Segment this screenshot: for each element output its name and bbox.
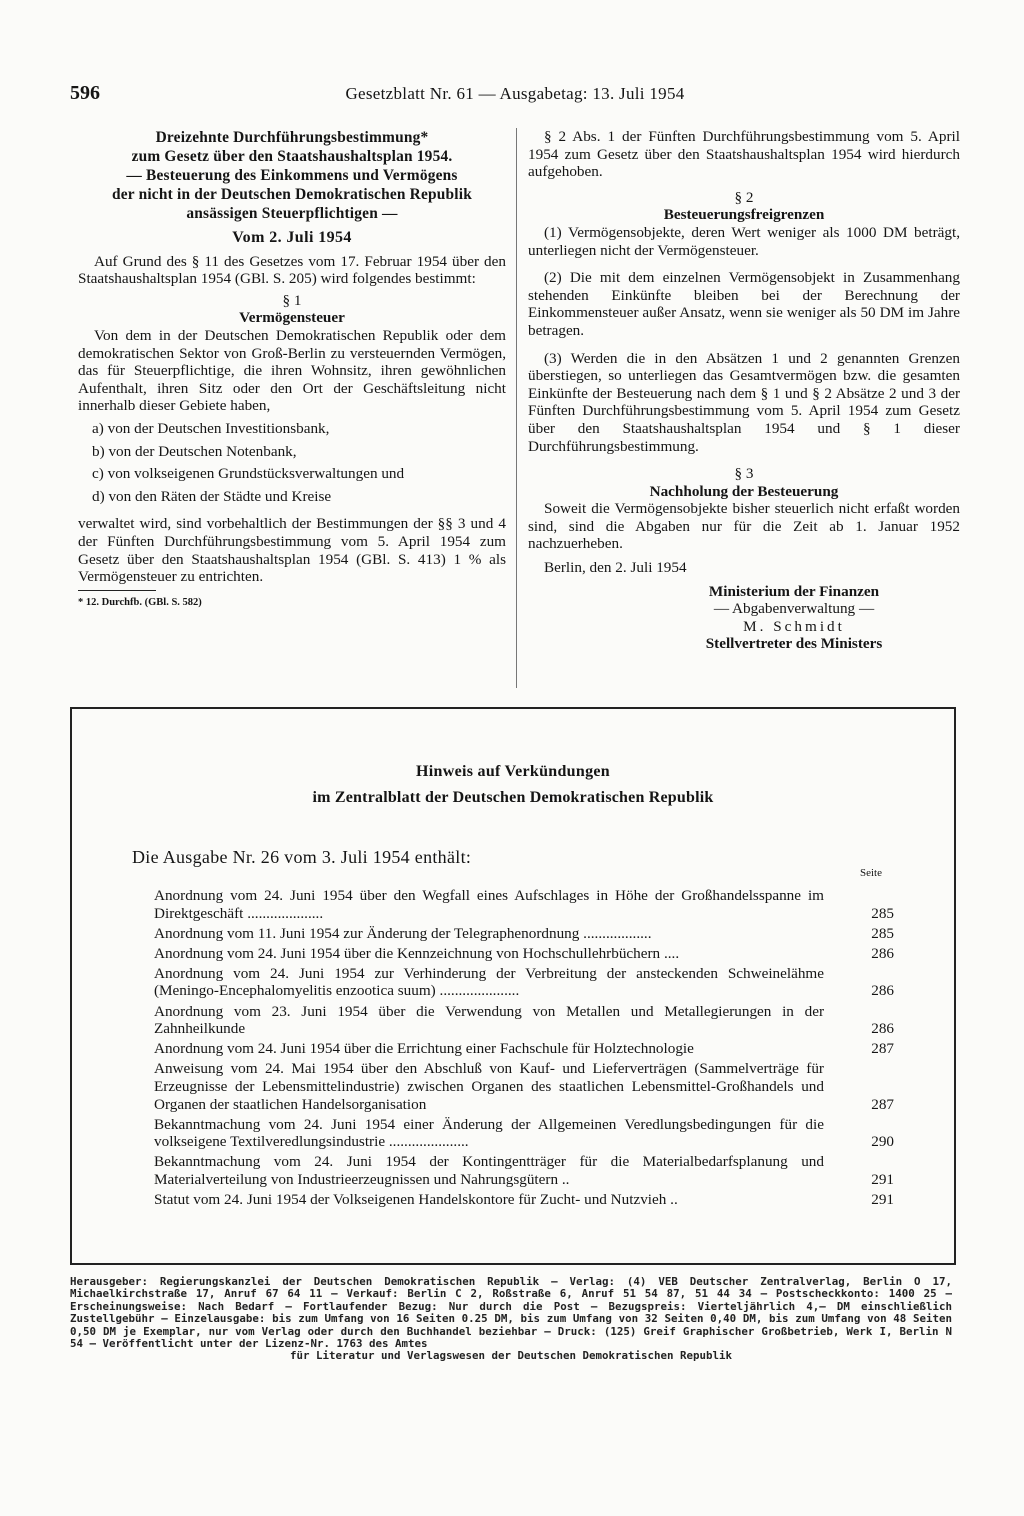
section-title: Besteuerungsfreigrenzen	[663, 206, 825, 224]
page-header-title: Gesetzblatt Nr. 61 — Ausgabetag: 13. Juli 1954	[345, 84, 685, 103]
paragraph: (1) Vermögensobjekte, deren Wert weniger als 1000 DM beträgt, unterliegen nicht der Vermögensteuer.	[528, 223, 960, 259]
intro-paragraph: § 2 Abs. 1 der Fünften Durchführungsbestimmung vom 5. April 1954 zum Gesetz über den Staatshaushaltsplan 1954 wird hierdurch aufgehoben.	[528, 128, 960, 181]
list-item-text: Anweisung vom 24. Mai 1954 über den Abschluß von Kauf- und Lieferverträgen (Sammelverträge für Erzeugnisse der Lebensmittelindustrie) zwischen Organen des staatlichen Lebensmittel-Großhandels und Organen der staatlichen Handelsorganisation	[154, 1060, 824, 1113]
heading-line: ansässigen Steuerpflichtigen —	[186, 205, 398, 222]
heading-line: der nicht in der Deutschen Demokratischen Republik	[111, 186, 473, 203]
list-item-text: Anordnung vom 24. Juni 1954 zur Verhinderung der Verbreitung der ansteckenden Schweinelähme (Meningo-Encephalomyelitis enzootica suum) .....................	[154, 964, 824, 1000]
heading-line: zum Gesetz über den Staatshaushaltsplan 1954.	[131, 148, 453, 165]
notice-box	[70, 707, 956, 1265]
signature-ministry: Ministerium der Finanzen	[708, 582, 880, 600]
page-header	[70, 82, 960, 106]
list-item	[154, 1040, 894, 1058]
list-item-text: Bekanntmachung vom 24. Juni 1954 einer Änderung der Allgemeinen Veredlungsbedingungen für die volkseigene Textilveredlungsindustrie .....................	[154, 1115, 824, 1151]
section-title: Vermögensteuer	[239, 309, 345, 327]
list-item	[154, 965, 894, 1000]
list-item-text: Anordnung vom 23. Juni 1954 über die Verwendung von Metallen und Metallegierungen in der Zahnheilkunde	[154, 1002, 824, 1038]
list-item-text: Anordnung vom 24. Juni 1954 über den Wegfall eines Aufschlages in Höhe der Großhandelsspanne im Direktgeschäft ....................	[154, 887, 824, 922]
section-text: Von dem in der Deutschen Demokratischen Republik oder dem demokratischen Sektor von Groß-Berlin zu versteuernden Vermögen, das für Steuerpflichtige, die ihren Wohnsitz, ihren gewöhnlichen Aufenthalt, ihren Sitz oder den Ort der Geschäftsleitung nicht innerhalb dieser Gebiete haben,	[78, 326, 506, 415]
section-title: Nachholung der Besteuerung	[649, 482, 839, 500]
enum-item: d) von den Räten der Städte und Kreise	[92, 487, 332, 505]
list-item	[154, 1153, 894, 1188]
section-number: § 2	[734, 188, 754, 206]
signature-role: Stellvertreter des Ministers	[705, 635, 883, 653]
preamble: Auf Grund des § 11 des Gesetzes vom 17. Februar 1954 über den Staatshaushaltsplan 1954 (GBl. S. 205) wird folgendes bestimmt:	[78, 252, 506, 288]
list-item-page: 291	[871, 1191, 894, 1208]
paragraph: (2) Die mit dem einzelnen Vermögensobjekt in Zusammenhang stehenden Einkünfte bleiben bei der Berechnung der Einkommensteuer außer Ansatz, wenn sie weniger als 50 DM im Jahre betragen.	[528, 269, 960, 339]
column-divider	[516, 128, 517, 688]
list-item-text: Anordnung vom 11. Juni 1954 zur Änderung der Telegraphenordnung ..................	[154, 924, 652, 942]
list-item	[154, 945, 894, 963]
list-item-page: 287	[871, 1095, 894, 1113]
list-item-page: 291	[871, 1170, 894, 1188]
list-item-text: Anordnung vom 24. Juni 1954 über die Errichtung einer Fachschule für Holztechnologie	[154, 1040, 694, 1058]
paragraph: (3) Werden die in den Absätzen 1 und 2 genannten Grenzen überstiegen, so unterliegen das Gesamtvermögen bzw. die gesamten Einkünfte der Besteuerung nach dem § 1 und § 2 Absätze 2 und 3 der Fünften Durchführungsbestimmung vom 5. April 1954 zum Gesetz über den Staatshaushaltsplan 1954 und § 1 dieser Durchführungsbestimmung.	[528, 349, 960, 455]
enum-item: a) von der Deutschen Investitionsbank,	[92, 419, 330, 437]
page-number: 596	[70, 82, 100, 104]
list-item-page: 287	[871, 1040, 894, 1058]
list-item	[154, 925, 894, 943]
list-item-page: 285	[871, 904, 894, 922]
decree-heading	[78, 128, 506, 223]
list-item-page: 290	[871, 1133, 894, 1151]
right-column	[528, 128, 960, 653]
list-item-text: Anordnung vom 24. Juni 1954 über die Kennzeichnung von Hochschullehrbüchern ....	[154, 944, 680, 962]
section-number: § 3	[734, 465, 754, 483]
heading-line: Dreizehnte Durchführungsbestimmung*	[155, 129, 429, 146]
left-column	[78, 128, 506, 611]
list-item-text: Statut vom 24. Juni 1954 der Volkseigenen Handelskontore für Zucht- und Nutzvieh ..	[154, 1191, 678, 1208]
list-item	[154, 1003, 894, 1038]
imprint-text: Herausgeber: Regierungskanzlei der Deutschen Demokratischen Republik — Verlag: (4) VEB Deutscher Zentralverlag, Berlin O 17, Michaelkirchstraße 17, Anruf 67 64 11 — Verkauf: Berlin C 2, Roßstraße 6, Anruf 51 54 87, 51 44 34 — Postscheckkonto: 1400 25 — Erscheinungsweise: Nach Bedarf — Fortlaufender Bezug: Nur durch die Post — Bezugspreis: Vierteljährlich 4,— DM einschließlich Zustellgebühr — Einzelausgabe: bis zum Umfang von 16 Seiten 0.25 DM, bis zum Umfang von 32 Seiten 0,40 DM, bis zum Umfang von 48 Seiten 0,50 DM je Exemplar, nur vom Verlag oder durch den Buchhandel beziehbar — Druck: (125) Greif Graphischer Großbetrieb, Werk I, Berlin N 54 — Veröffentlicht unter der Lizenz-Nr. 1763 des Amtes	[70, 1275, 952, 1351]
list-item	[154, 1191, 894, 1209]
list-item-page: 286	[871, 1020, 894, 1038]
enum-item: c) von volkseigenen Grundstücksverwaltungen und	[92, 465, 405, 483]
imprint	[70, 1276, 952, 1363]
list-item-page: 286	[871, 944, 894, 962]
enum-item: b) von der Deutschen Notenbank,	[92, 442, 297, 460]
signature-name: M. Schmidt	[743, 617, 845, 635]
list-item	[154, 1060, 894, 1113]
signature-department: — Abgabenverwaltung —	[713, 600, 875, 618]
decree-date: Vom 2. Juli 1954	[232, 229, 352, 246]
notice-intro: Die Ausgabe Nr. 26 vom 3. Juli 1954 enthält:	[132, 847, 472, 867]
list-item	[154, 887, 894, 922]
section-text: Soweit die Vermögensobjekte bisher steuerlich nicht erfaßt worden sind, sind die Abgaben nur für die Zeit ab 1. Januar 1952 nachzuerheben.	[528, 500, 960, 553]
notice-list	[154, 887, 894, 1211]
section-text-continued: verwaltet wird, sind vorbehaltlich der Bestimmungen der §§ 3 und 4 der Fünften Durchführungsbestimmung vom 5. April 1954 zum Gesetz über den Staatshaushaltsplan 1954 (GBl. S. 413) 1 % als Vermögensteuer zu entrichten.	[78, 515, 506, 586]
place-date: Berlin, den 2. Juli 1954	[544, 559, 687, 577]
footnote: * 12. Durchfb. (GBl. S. 582)	[78, 596, 202, 608]
notice-subtitle: im Zentralblatt der Deutschen Demokratischen Republik	[312, 789, 714, 806]
page-column-label: Seite	[860, 867, 882, 879]
list-item	[154, 1116, 894, 1151]
list-item-page: 286	[871, 982, 894, 1000]
footnote-rule	[78, 590, 156, 591]
list-item-page: 285	[871, 924, 894, 942]
heading-line: — Besteuerung des Einkommens und Vermögens	[126, 167, 458, 184]
imprint-last-line: für Literatur und Verlagswesen der Deutschen Demokratischen Republik	[289, 1349, 733, 1363]
notice-title: Hinweis auf Verkündungen	[416, 763, 610, 780]
list-item-text: Bekanntmachung vom 24. Juni 1954 der Kontingentträger für die Materialbedarfsplanung und Materialverteilung von Industrieerzeugnissen und Nahrungsgütern ..	[154, 1153, 824, 1188]
section-number: § 1	[282, 291, 302, 309]
